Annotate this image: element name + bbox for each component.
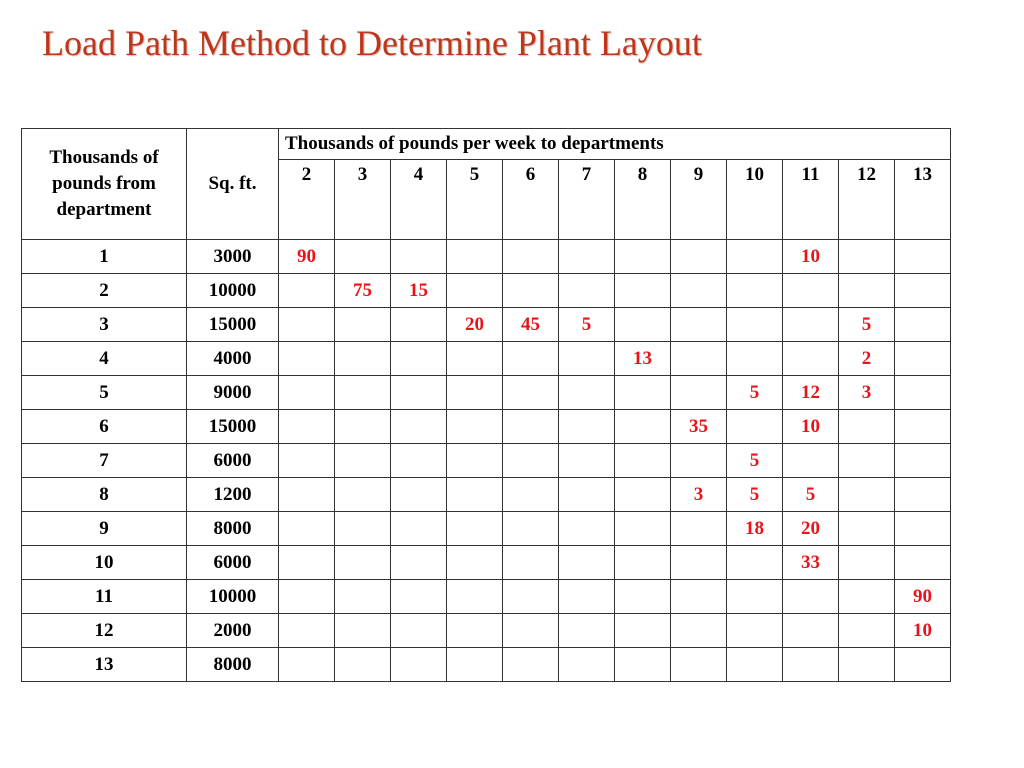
flow-value-cell (503, 240, 559, 274)
sq-ft-cell: 6000 (187, 444, 279, 478)
flow-value-cell (559, 342, 615, 376)
flow-value-cell (335, 410, 391, 444)
flow-value-cell (391, 614, 447, 648)
flow-value-cell (895, 376, 951, 410)
flow-value-cell (727, 648, 783, 682)
sq-ft-cell: 2000 (187, 614, 279, 648)
flow-value-cell (727, 240, 783, 274)
to-department-header: 10 (727, 160, 783, 240)
sq-ft-cell: 3000 (187, 240, 279, 274)
flow-value-cell (391, 240, 447, 274)
flow-value-cell (391, 580, 447, 614)
flow-value-cell (447, 342, 503, 376)
table-row (22, 580, 951, 614)
flow-value-cell (335, 444, 391, 478)
flow-value-cell (447, 240, 503, 274)
flow-value-cell (279, 274, 335, 308)
flow-value-cell (783, 580, 839, 614)
flow-value-cell (279, 308, 335, 342)
table-row (22, 308, 951, 342)
sq-ft-cell: 8000 (187, 648, 279, 682)
flow-value-cell (615, 410, 671, 444)
flow-value-cell (279, 342, 335, 376)
flow-value-cell: 33 (783, 546, 839, 580)
to-department-header: 5 (447, 160, 503, 240)
flow-value-cell (335, 478, 391, 512)
flow-value-cell (503, 512, 559, 546)
flow-value-cell (895, 648, 951, 682)
flow-value-cell: 10 (783, 410, 839, 444)
flow-value-cell (391, 478, 447, 512)
flow-value-cell (895, 444, 951, 478)
flow-value-cell (839, 444, 895, 478)
flow-value-cell (391, 342, 447, 376)
flow-value-cell: 12 (783, 376, 839, 410)
flow-value-cell (559, 512, 615, 546)
flow-value-cell (279, 410, 335, 444)
flow-value-cell (671, 648, 727, 682)
table-row (22, 478, 951, 512)
flow-value-cell: 13 (615, 342, 671, 376)
from-department-cell: 3 (22, 308, 187, 342)
to-department-header: 7 (559, 160, 615, 240)
from-department-cell: 13 (22, 648, 187, 682)
table-header (22, 129, 951, 240)
flow-value-cell (895, 546, 951, 580)
flow-value-cell (447, 614, 503, 648)
flow-value-cell (559, 580, 615, 614)
flow-value-cell (447, 580, 503, 614)
flow-value-cell (391, 648, 447, 682)
flow-value-cell (727, 410, 783, 444)
from-department-cell: 6 (22, 410, 187, 444)
table-row (22, 648, 951, 682)
flow-value-cell (895, 308, 951, 342)
flow-value-cell (895, 240, 951, 274)
flow-value-cell (503, 478, 559, 512)
table-row (22, 614, 951, 648)
to-department-header: 13 (895, 160, 951, 240)
flow-value-cell (671, 240, 727, 274)
flow-value-cell: 75 (335, 274, 391, 308)
flow-value-cell: 3 (671, 478, 727, 512)
flow-value-cell (391, 444, 447, 478)
flow-value-cell (335, 648, 391, 682)
flow-value-cell (503, 648, 559, 682)
flow-value-cell (615, 512, 671, 546)
flow-value-cell (671, 614, 727, 648)
flow-value-cell (503, 546, 559, 580)
sq-ft-cell: 15000 (187, 410, 279, 444)
flow-value-cell (839, 580, 895, 614)
to-department-header: 4 (391, 160, 447, 240)
flow-value-cell (447, 376, 503, 410)
flow-value-cell (559, 546, 615, 580)
flow-value-cell (783, 648, 839, 682)
flow-value-cell (559, 614, 615, 648)
flow-value-cell (447, 512, 503, 546)
sq-ft-cell: 9000 (187, 376, 279, 410)
flow-value-cell: 90 (279, 240, 335, 274)
flow-value-cell (839, 648, 895, 682)
flow-value-cell (783, 308, 839, 342)
flow-value-cell (335, 512, 391, 546)
flow-value-cell (727, 308, 783, 342)
flow-value-cell (559, 274, 615, 308)
flow-value-cell (391, 376, 447, 410)
flow-value-cell: 90 (895, 580, 951, 614)
flow-value-cell (335, 546, 391, 580)
flow-value-cell (671, 274, 727, 308)
to-department-header: 9 (671, 160, 727, 240)
flow-value-cell: 3 (839, 376, 895, 410)
flow-value-cell (671, 580, 727, 614)
from-department-cell: 2 (22, 274, 187, 308)
flow-value-cell (671, 512, 727, 546)
flow-value-cell (279, 478, 335, 512)
table-row (22, 546, 951, 580)
flow-value-cell: 18 (727, 512, 783, 546)
header-from-department: Thousands of pounds from department (22, 129, 187, 240)
flow-value-cell (615, 240, 671, 274)
to-department-header: 8 (615, 160, 671, 240)
to-department-header: 12 (839, 160, 895, 240)
flow-value-cell (671, 342, 727, 376)
flow-value-cell (727, 580, 783, 614)
flow-value-cell (503, 444, 559, 478)
to-department-header: 3 (335, 160, 391, 240)
flow-value-cell (895, 342, 951, 376)
flow-value-cell (727, 274, 783, 308)
flow-value-cell (391, 546, 447, 580)
flow-value-cell (839, 274, 895, 308)
table-row (22, 240, 951, 274)
flow-value-cell: 45 (503, 308, 559, 342)
sq-ft-cell: 8000 (187, 512, 279, 546)
from-department-cell: 5 (22, 376, 187, 410)
flow-value-cell (839, 478, 895, 512)
flow-value-cell (615, 546, 671, 580)
flow-value-cell (447, 410, 503, 444)
sq-ft-cell: 10000 (187, 274, 279, 308)
from-department-cell: 10 (22, 546, 187, 580)
flow-value-cell: 5 (559, 308, 615, 342)
flow-value-cell (503, 580, 559, 614)
flow-value-cell (727, 614, 783, 648)
table-row (22, 376, 951, 410)
flow-value-cell (559, 376, 615, 410)
table-row (22, 342, 951, 376)
flow-value-cell (839, 614, 895, 648)
from-department-cell: 9 (22, 512, 187, 546)
flow-value-cell (615, 376, 671, 410)
flow-value-cell (447, 444, 503, 478)
flow-value-cell (839, 512, 895, 546)
flow-value-cell (279, 614, 335, 648)
flow-value-cell (895, 478, 951, 512)
flow-value-cell (783, 342, 839, 376)
flow-value-cell (503, 342, 559, 376)
flow-value-cell (783, 444, 839, 478)
table-row (22, 512, 951, 546)
flow-value-cell (503, 614, 559, 648)
flow-value-cell (447, 546, 503, 580)
flow-table (21, 128, 951, 682)
flow-value-cell (727, 546, 783, 580)
flow-value-cell (783, 614, 839, 648)
flow-value-cell (671, 376, 727, 410)
flow-value-cell (447, 478, 503, 512)
to-department-header: 11 (783, 160, 839, 240)
flow-value-cell (615, 478, 671, 512)
flow-value-cell (391, 410, 447, 444)
flow-value-cell: 5 (727, 478, 783, 512)
flow-value-cell (839, 546, 895, 580)
flow-value-cell (615, 648, 671, 682)
flow-value-cell (335, 376, 391, 410)
sq-ft-cell: 1200 (187, 478, 279, 512)
flow-value-cell (615, 274, 671, 308)
to-department-header: 2 (279, 160, 335, 240)
flow-value-cell: 5 (783, 478, 839, 512)
sq-ft-cell: 6000 (187, 546, 279, 580)
flow-value-cell (279, 580, 335, 614)
sq-ft-cell: 15000 (187, 308, 279, 342)
flow-value-cell (559, 478, 615, 512)
flow-value-cell: 20 (447, 308, 503, 342)
from-department-cell: 4 (22, 342, 187, 376)
flow-value-cell (391, 512, 447, 546)
flow-value-cell: 10 (783, 240, 839, 274)
flow-value-cell (335, 580, 391, 614)
header-to-departments: Thousands of pounds per week to departments (279, 129, 951, 160)
flow-value-cell (503, 274, 559, 308)
flow-value-cell (615, 444, 671, 478)
flow-value-cell (335, 240, 391, 274)
flow-value-cell (671, 308, 727, 342)
table-row (22, 274, 951, 308)
to-department-header: 6 (503, 160, 559, 240)
table-row (22, 410, 951, 444)
flow-value-cell: 10 (895, 614, 951, 648)
flow-value-cell (839, 410, 895, 444)
from-department-cell: 8 (22, 478, 187, 512)
flow-value-cell (279, 376, 335, 410)
flow-value-cell (279, 546, 335, 580)
flow-value-cell (671, 546, 727, 580)
sq-ft-cell: 4000 (187, 342, 279, 376)
flow-value-cell (615, 308, 671, 342)
flow-value-cell (447, 648, 503, 682)
flow-value-cell (279, 512, 335, 546)
flow-value-cell: 35 (671, 410, 727, 444)
header-sq-ft: Sq. ft. (187, 129, 279, 240)
flow-value-cell (279, 444, 335, 478)
flow-value-cell (391, 308, 447, 342)
flow-value-cell (503, 410, 559, 444)
flow-value-cell (335, 308, 391, 342)
flow-value-cell (559, 240, 615, 274)
flow-value-cell: 20 (783, 512, 839, 546)
flow-value-cell (559, 444, 615, 478)
page-title: Load Path Method to Determine Plant Layout (42, 23, 702, 63)
flow-value-cell (895, 512, 951, 546)
flow-value-cell (839, 240, 895, 274)
flow-value-cell (447, 274, 503, 308)
flow-value-cell (559, 410, 615, 444)
flow-value-cell: 15 (391, 274, 447, 308)
flow-value-cell (559, 648, 615, 682)
flow-value-cell (671, 444, 727, 478)
flow-value-cell: 5 (839, 308, 895, 342)
from-department-cell: 11 (22, 580, 187, 614)
flow-value-cell (615, 614, 671, 648)
flow-value-cell: 2 (839, 342, 895, 376)
flow-value-cell: 5 (727, 376, 783, 410)
table-row (22, 444, 951, 478)
table-body (22, 240, 951, 682)
from-department-cell: 12 (22, 614, 187, 648)
flow-value-cell (279, 648, 335, 682)
from-department-cell: 1 (22, 240, 187, 274)
from-department-cell: 7 (22, 444, 187, 478)
flow-value-cell (895, 274, 951, 308)
flow-value-cell (895, 410, 951, 444)
flow-value-cell: 5 (727, 444, 783, 478)
flow-value-cell (503, 376, 559, 410)
sq-ft-cell: 10000 (187, 580, 279, 614)
flow-value-cell (727, 342, 783, 376)
flow-value-cell (335, 614, 391, 648)
flow-value-cell (335, 342, 391, 376)
flow-value-cell (783, 274, 839, 308)
flow-value-cell (615, 580, 671, 614)
